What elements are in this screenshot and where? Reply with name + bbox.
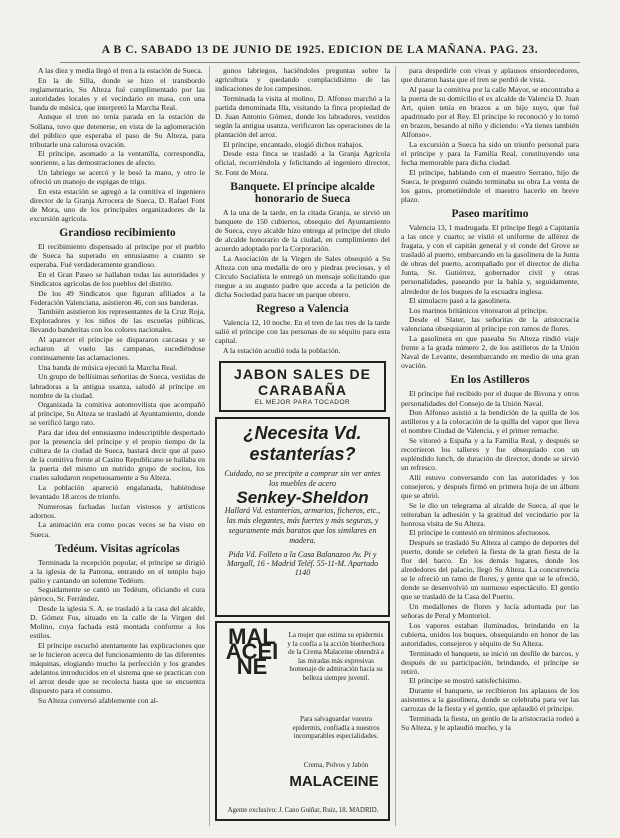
paragraph: Los marinos británicos vitorearon al príncipe. [409,305,548,315]
paragraph: Se vitoreó a España y a la Familia Real, y después se recorrieron los talleres y fue obsequiado con un espléndido lunch, de duración de director, donde se sirvió un refresco. [401,435,579,473]
ad-jabon-line1: JABON SALES DE [234,365,371,382]
paragraph: Don Alfonso asistió a la bendición de la quilla de los astilleros y a la colocación de la quilla del vapor que lleva el nombre Ciudad de Valencia, y el primer remache. [401,408,579,436]
section-heading: Regreso a Valencia [256,303,349,316]
paragraph: La animación era como pocas veces se ha visto en Sueca. [30,520,205,539]
ad-mal-text3: Crema, Polvos y Jabón [303,761,369,770]
paragraph: Después se trasladó Su Alteza al campo de deportes del puerto, donde se celebró la fiesta de la gran fiesta de la flor del barco. En los demás lugares, donde los alrededores del palacio, llegó Su Alteza. La concurrencia se le ofreció un ramo de flores, y gente que se le ofreció, donde se desenvolvió un suntuoso espectáculo. El gentío que se trasladó de la Casa del Puerto. [401,537,579,602]
column-rule-2 [395,66,396,826]
section-heading: Grandioso recibimiento [59,227,176,240]
ad-est-address: Pida Vd. Folleto a la Casa Balanazoo Av. Pi y Margall, 16 - Madrid Teléf. 55-11-M. Apartado 1140 [226,550,379,578]
paragraph: En el Gran Paseo se hallaban todas las autoridades y Sindicatos agrícolas de los pueblos del distrito. [30,269,205,288]
ad-malaceine [215,621,390,821]
paragraph: El recibimiento dispensado al príncipe por el pueblo de Sueca ha superado en entusiasmo a cuanto se esperaba. Fué verdaderamente grandioso. [30,242,205,270]
paragraph: El príncipe se mostró satisfechísimo. [409,676,521,686]
column-1 [30,66,205,826]
column-rule-1 [209,66,210,826]
ad-mal-text2: Para salvaguardar vuestra epidermis, confiadla a nuestros incomparables especialidades. [292,715,380,741]
paragraph: Un labriego se acercó y le besó la mano, y otro le ofreció un manojo de espigas de trigo. [30,168,205,187]
paragraph: El príncipe escuchó atentamente las explicaciones que se le hicieron acerca del funcionamiento de las diferentes máquinas, elogiando mucho la perfección y los grandes adelantos introducidos en el sistema que se practican con el arroz desde que se recolecta hasta que se encuentra dispuesto para el consumo. [30,640,205,696]
section-heading: En los Astilleros [450,374,530,387]
paragraph: El príncipe fué recibido por el duque de Bivona y otros personalidades del Consejo de la Unión Naval. [401,389,579,408]
paragraph: El príncipe le contestó en términos afectuosos. [409,528,551,538]
column-3 [401,66,579,826]
ad-est-body: Cuidado, no se precipite a comprar sin ver antes los muebles de acero [224,469,381,489]
paragraph: Durante el banquete, se recibieron los aplausos de los asistentes a la gasolinera, donde se celebraba para ver las carrozas de la fiesta y el gentío, que aplaudió el príncipe. [401,685,579,714]
paragraph: Desde la iglesia S. A. se trasladó a la casa del alcalde, D. Gómez Fus, situado en la calle de la Virgen del Molino, cuya fachada está montada conforme a los estilos. [30,604,205,641]
paragraph: Allí estuvo conversando con las autoridades y los consejeros, y después firmó en primera hoja de un álbum que se abrió. [401,472,579,500]
paragraph: El príncipe, asomado a la ventanilla, correspondía, sonriente, a las demostraciones de afecto. [30,149,205,168]
paragraph: La población apareció engalanada, habiéndose levantado 18 arcos de triunfo. [30,483,205,502]
paragraph: Terminada la fiesta, un gentío de la aristocracia rodeó a Su Alteza, y le aplaudió mucho, y la [401,713,579,732]
ad-est-head2: estanterías? [249,444,356,465]
paragraph: El príncipe, encantado, elogió dichos trabajos. [223,139,364,149]
paragraph: Numerosas fachadas lucían vistosos y artísticos adornos. [30,501,205,520]
paragraph: A la estación acudió toda la población. [223,345,341,355]
paragraph: De los 49 Sindicatos que figuran afiliados a la Federación Valenciana, asistieron 46, con sus banderas. [30,288,205,307]
paragraph: Terminado el banquete, se inició un desfile de barcos, y después de su participación, brindando, el príncipe se retiró. [401,648,579,676]
paragraph: Organizada la comitiva automovilista que acompañó al príncipe, Su Alteza se trasladó al Ayuntamiento, donde se verificó largo rato. [30,400,205,428]
paragraph: El príncipe, hablando con el maestro Serrano, hijo de Sueca, le preguntó cuándo terminaba su obra La venta de los gatos, prometiéndole el maestro hacerlo en breve plazo. [401,167,579,204]
paragraph: En la de Silla, donde se hizo el transbordo reglamentario, Su Alteza fué cumplimentado por las autoridades locales y el vecindario en masa, con una banda de música, que interpretó la Marcha Real. [30,75,205,112]
paragraph: gunos labriegos, haciéndoles preguntas sobre la agricultura y quedando complacidísimo de las indicaciones de los campesinos. [215,66,390,94]
paragraph: Una banda de música ejecutó la Marcha Real. [38,362,178,372]
section-heading: Banquete. El príncipe alcalde honorario de Sueca [230,180,375,205]
paragraph: para despedirle con vivas y aplausos ensordecedores, que duraron hasta que el tren se perdió de vista. [401,66,579,85]
ad-mal-vertical-title: MALACEINE [225,624,279,680]
ad-est-body2: Hallará Vd. estanterías, armarios, ficheros, etc., las más elegantes, más fuertes y más seguras, y seguramente más baratos que los similares en madera. [224,506,381,546]
ad-jabon-line3: EL MEJOR PARA TOCADOR [254,398,351,406]
paragraph: Para dar idea del entusiasmo indescriptible despertado por la presencia del príncipe y el propio tiempo de la cultura de la ciudad de Sueca, bastará decir que al paso de la comitiva frente al Casino Republicano se hallaba en la puerta del mismo un nutrido grupo de socios, los cuales saludaron respetuosamente a Su Alteza. [30,427,205,483]
ad-jabon-sales [219,361,386,412]
paragraph: A la una de la tarde, en la citada Granja, se sirvió un banquete de 150 cubiertos, obsequio del Ayuntamiento de Sueca, cuyo alcalde hizo entrega al príncipe del título de alcalde honorario de la ciudad, en cumplimiento del acuerdo adoptado por la Corporación. [215,207,390,253]
paragraph: Los vapores estaban iluminados, brindando en la cubierta, unidos los buques, obsequiando en honor de las autoridades, consejeros y séquito de Su Alteza. [401,620,579,648]
paragraph: Su Alteza conversó afablemente con al- [38,696,159,705]
ad-est-head1: ¿Necesita Vd. [243,423,362,444]
paragraph: Terminada la visita al molino, D. Alfonso marchó a la partida denominada Illa, visitando la finca propiedad de D. Juan Antonio Gómez, donde los labradores, vestidos según la antigua usanza, verificaron las operaciones de la plantación del arroz. [215,93,390,140]
ad-mal-text1: La mujer que estima su epidermis y la confía a la acción bienhechora de la Crema Malaceine obtendrá a las miradas más expresivas homenaje de admiración hacia su belleza siempre juvenil. [287,631,385,682]
paragraph: Aunque el tren no tenía parada en la estación de Sollana, tuvo que detenerse, en vista de la aglomeración del público que esperaba el paso de Su Alteza, para tributarle una calurosa ovación. [30,112,205,149]
paragraph: La gasolinera en que paseaba Su Alteza rindió viaje frente a la grada número 2, de los astilleros de la Unión Naval de Levante, desembarcando en medio de una gran ovación. [401,334,579,371]
ad-est-brand: Senkey-Sheldon [236,488,369,508]
paragraph: El simulacro pasó a la gasolinera. [409,296,512,306]
ad-mal-brand: MALACEINE [289,773,379,791]
ad-estanterias [215,417,390,617]
paragraph: Desde el Slater, las señoritas de la aristocracia valenciana obsequiaron al príncipe con ramos de flores. [401,315,579,334]
paragraph: Desde esta finca se trasladó a la Granja Agrícola oficial, recorriéndola y felicitando al ingeniero director, Sr. Font de Mora. [215,149,390,177]
header-line: A B C. SABADO 13 DE JUNIO DE 1925. EDICION DE LA MAÑANA. PAG. 23. [101,44,539,56]
paragraph: Valencia 12, 10 noche. En el tren de las tres de la tarde salió el príncipe con las personas de su séquito para esta capital. [215,318,390,346]
section-heading: Tedéum. Visitas agrícolas [55,542,180,555]
paragraph: Un medallones de flores y lucía adornada por las señoras de Peral y Montoriol. [401,602,579,621]
column-2 [215,66,390,826]
paragraph: A las diez y media llegó el tren a la estación de Sueca. [38,66,203,75]
paragraph: Se le dio un telegrama al alcalde de Sueca, al que le reiteraban la adhesión y la gratitud del vecindario por la honrosa visita de Su Alteza. [401,500,579,528]
paragraph: Seguidamente se cantó un Tedéum, oficiando el cura párroco, Sr. Ferrández. [30,585,205,604]
ad-jabon-line2: CARABAÑA [258,381,347,398]
paragraph: También asistieron los representantes de la Cruz Roja, Exploradores y los niños de las escuelas públicas, llevando banderitas con los colores nacionales. [30,307,205,335]
ad-mal-agent: Agente exclusivo: J. Cano Guiñar, Ruiz, 18. MADRID. [227,807,379,815]
paragraph: Al pasar la comitiva por la calle Mayor, se encontraba a la puerta de su domicilio el ex alcalde de Valencia D. Juan Art, quien tenía en brazos a un hijo suyo, que fué apadrinado por el Rey. El príncipe lo reconoció y lo tomó en brazos, besando al niño y diciendo: «Ya tienes también Alfonso». [401,84,579,140]
paragraph: Un grupo de bellísimas señoritas de Sueca, vestidas de labradoras a la antigua usanza, saludó al príncipe en nombre de la ciudad. [30,372,205,400]
section-heading: Paseo marítimo [451,207,529,220]
paragraph: La Asociación de la Virgen de Sales obsequió a Su Alteza con una medalla de oro y piedras preciosas, y el Círculo Socialista le entregó un mensaje solicitando que ruegue a su augusto padre que acceda a la petición de dicha Sociedad para hacer un parque obrero. [215,253,390,299]
paragraph: La excursión a Sueca ha sido un triunfo personal para el príncipe y para la Familia Real, constituyendo una fecha memorable para dicha ciudad. [401,139,579,167]
paragraph: Terminada la recepción popular, el príncipe se dirigió a la iglesia de la Patrona, entrando en el templo bajo palio y cantando un solemne Tedéum. [30,557,205,585]
paragraph: En esta estación se agregó a la comitiva el ingeniero director de la Granja Arrocera de Sueca, D. Rafael Font de Mora, uno de los principales organizadores de la excursión agrícola. [30,186,205,223]
paragraph: Al aparecer el príncipe se dispararon carcasas y se echaron al vuelo las campanas, sucediéndose continuamente las aclamaciones. [30,335,205,363]
page-header [60,44,580,63]
paragraph: Valencia 13, 1 madrugada. El príncipe llegó a Capitanía a las once y cuarto; se vistió el uniforme de alférez de fragata, y con el capitán general y el conde del Grove se trasladó al puerto, embarcando en la gasolinera de la Junta de obras del puerto, acompañado por el director de dicha Junta, Sr. Gutiérrez, gobernador civil y otras personalidades, paseando por la bahía y, seguidamente, alrededor de los buques de la escuadra inglesa. [401,222,579,296]
